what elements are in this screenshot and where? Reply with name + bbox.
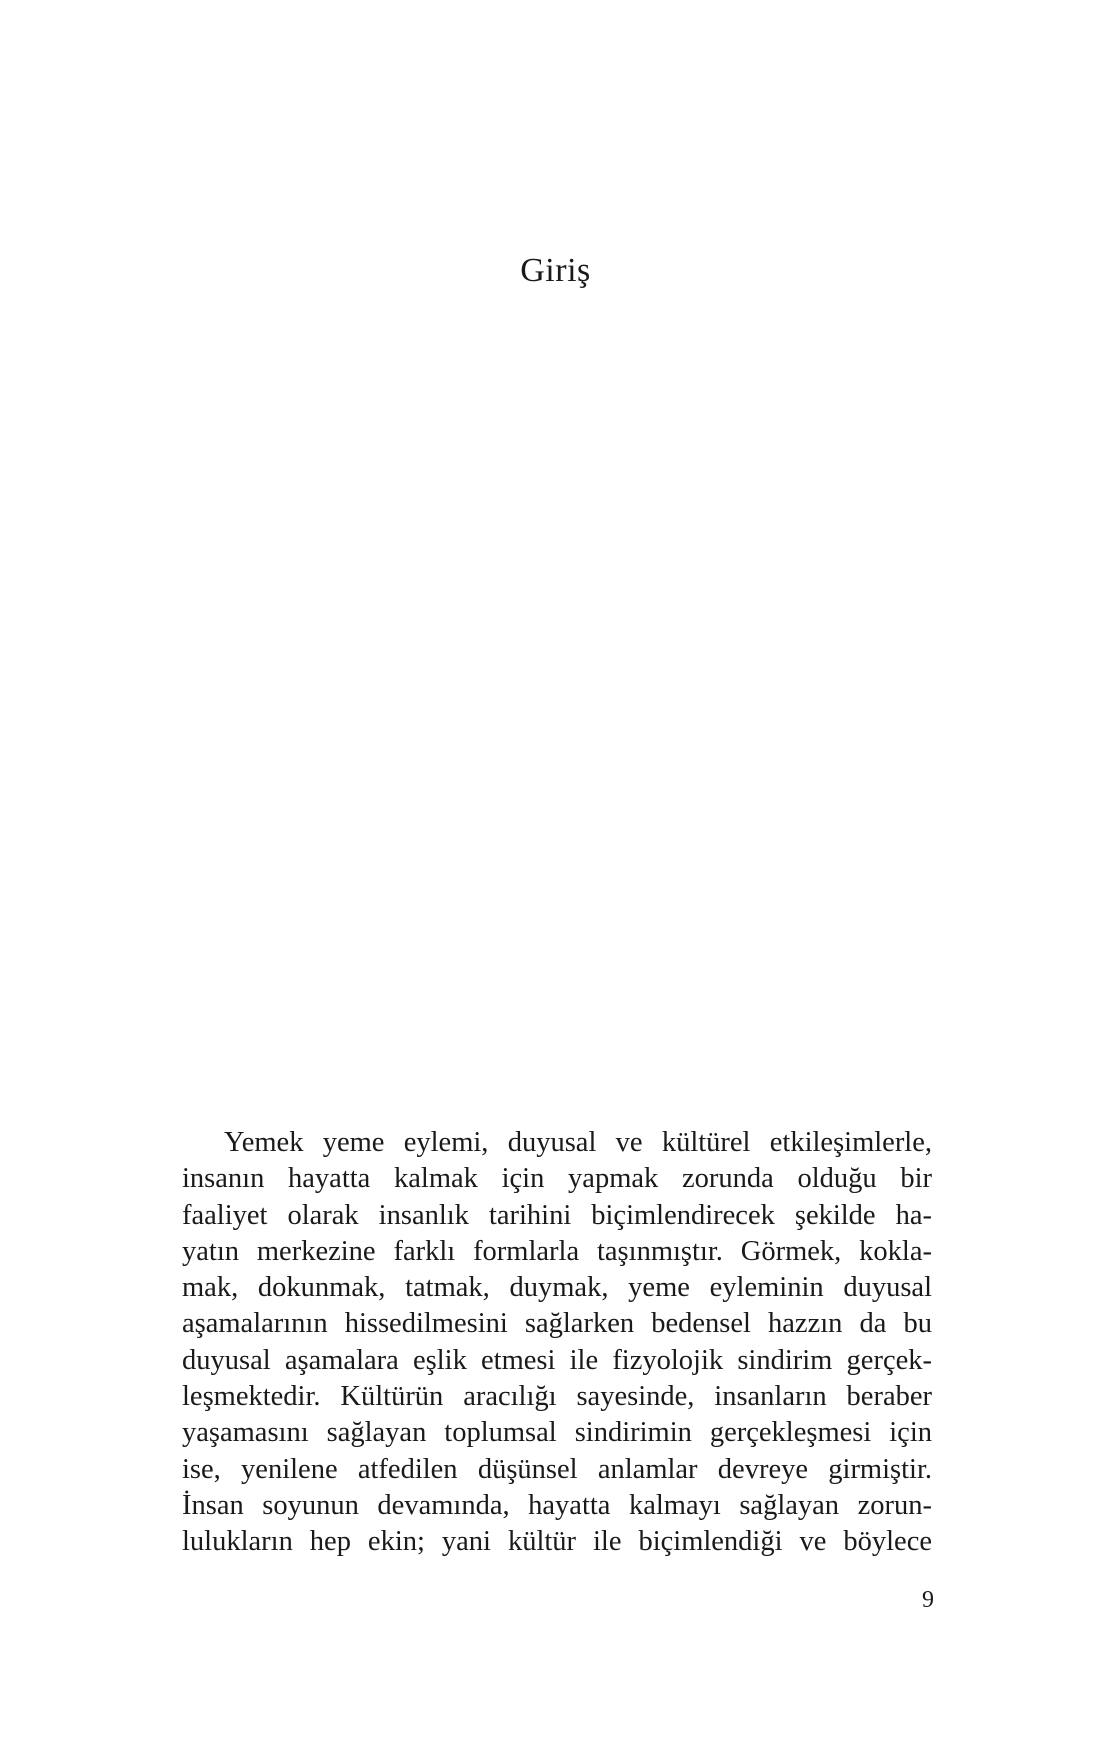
text-line: faaliyet olarak insanlık tarihini biçimlendirecek şekilde ha- [182,1199,932,1231]
text-line: mak, dokunmak, tatmak, duymak, yeme eyleminin duyusal [182,1272,932,1304]
text-line: yatın merkezine farklı formlarla taşınmıştır. Görmek, kokla- [182,1235,932,1267]
text-line: lulukların hep ekin; yani kültür ile biçimlendiği ve böylece [182,1526,932,1558]
text-line: insanın hayatta kalmak için yapmak zorunda olduğu bir [182,1163,932,1195]
text-line: aşamalarının hissedilmesini sağlarken bedensel hazzın da bu [182,1308,932,1340]
chapter-title: Giriş [520,252,591,289]
text-line: ise, yenilene atfedilen düşünsel anlamlar devreye girmiştir. [182,1453,932,1485]
text-line: duyusal aşamalara eşlik etmesi ile fizyolojik sindirim gerçek- [182,1344,932,1376]
text-line: yaşamasını sağlayan toplumsal sindirimin gerçekleşmesi için [182,1417,932,1449]
text-line: leşmektedir. Kültürün aracılığı sayesinde, insanların beraber [182,1381,932,1413]
page-number: 9 [922,1587,934,1613]
text-line: Yemek yeme eylemi, duyusal ve kültürel etkileşimlerle, [224,1127,932,1158]
text-line: İnsan soyunun devamında, hayatta kalmayı sağlayan zorun- [182,1489,932,1521]
body-paragraph [182,1125,932,1561]
